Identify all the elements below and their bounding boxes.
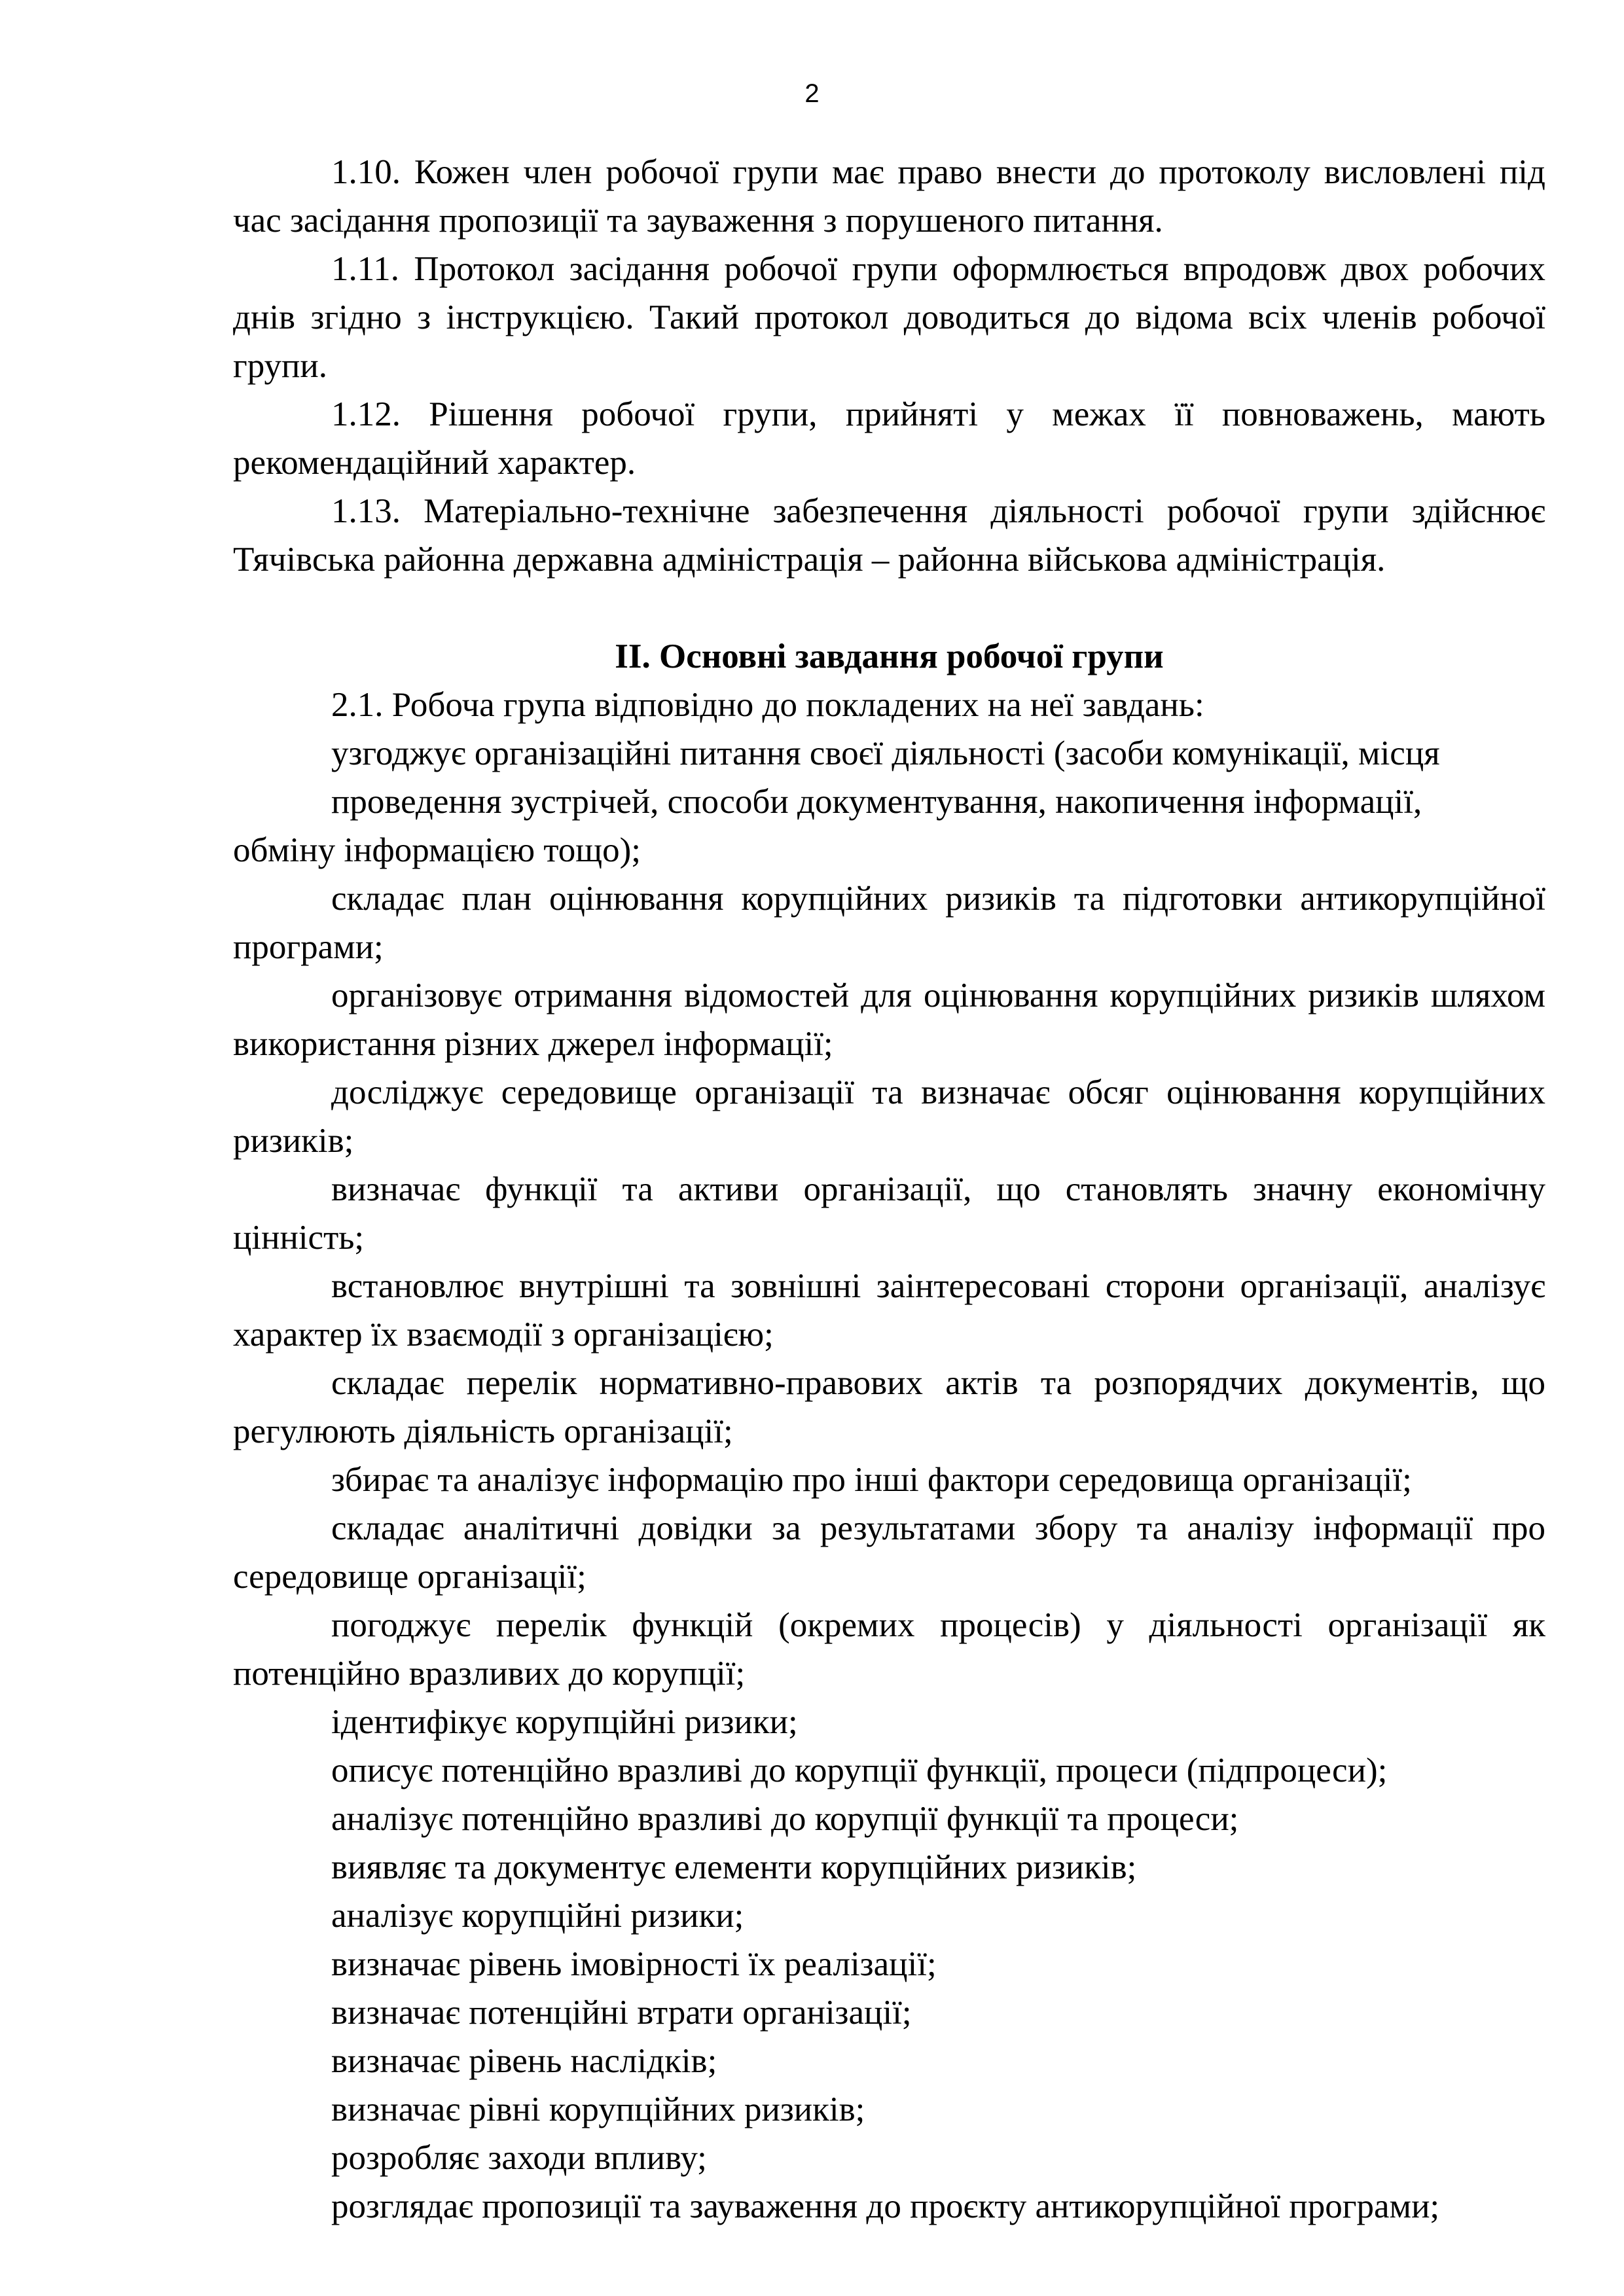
task-item-line: узгоджує організаційні питання своєї діяльності (засоби комунікації, місця (331, 734, 1440, 772)
task-item: аналізує корупційні ризики; (331, 1897, 744, 1935)
task-item: збирає та аналізує інформацію про інші фактори середовища організації; (331, 1461, 1412, 1499)
task-item: визначає функції та активи організації, що становлять значну економічну цінність; (233, 1170, 1545, 1257)
task-item: організовує отримання відомостей для оцінювання корупційних ризиків шляхом використання різних джерел інформації; (233, 977, 1545, 1063)
task-item: встановлює внутрішні та зовнішні заінтересовані сторони організації, аналізує характер їх взаємодії з організацією; (233, 1267, 1545, 1354)
task-item-line: обміну інформацією тощо); (233, 831, 641, 869)
paragraph-1-13: 1.13. Матеріально-технічне забезпечення діяльності робочої групи здійснює Тячівська районна державна адміністрація – районна військова адміністрація. (233, 492, 1545, 579)
task-item: складає аналітичні довідки за результатами збору та аналізу інформації про середовище організації; (233, 1509, 1545, 1596)
task-item: складає план оцінювання корупційних ризиків та підготовки антикорупційної програми; (233, 880, 1545, 966)
task-item: розробляє заходи впливу; (331, 2139, 707, 2177)
task-item: досліджує середовище організації та визначає обсяг оцінювання корупційних ризиків; (233, 1073, 1545, 1160)
task-item: описує потенційно вразливі до корупції функції, процеси (підпроцеси); (331, 1751, 1388, 1789)
section-heading: ІІ. Основні завдання робочої групи (615, 637, 1164, 675)
task-item: погоджує перелік функцій (окремих процесів) у діяльності організації як потенційно вразливих до корупції; (233, 1606, 1545, 1693)
task-item-organizational (233, 729, 1545, 874)
task-item: аналізує потенційно вразливі до корупції функції та процеси; (331, 1800, 1239, 1838)
task-item: ідентифікує корупційні ризики; (331, 1703, 798, 1741)
paragraph-1-12: 1.12. Рішення робочої групи, прийняті у межах її повноважень, мають рекомендаційний характер. (233, 395, 1545, 482)
task-item: визначає рівень наслідків; (331, 2042, 717, 2080)
task-item: розглядає пропозиції та зауваження до проєкту антикорупційної програми; (331, 2187, 1440, 2225)
task-item: складає перелік нормативно-правових актів та розпорядчих документів, що регулюють діяльність організації; (233, 1364, 1545, 1450)
task-item: визначає рівні корупційних ризиків; (331, 2090, 865, 2128)
paragraph-2-1-intro: 2.1. Робоча група відповідно до покладених на неї завдань: (331, 686, 1204, 724)
task-item: виявляє та документує елементи корупційних ризиків; (331, 1848, 1137, 1886)
task-list (233, 874, 1545, 2231)
page-number: 2 (804, 79, 820, 108)
document-body (233, 148, 1545, 2231)
paragraph-1-10: 1.10. Кожен член робочої групи має право внести до протоколу висловлені під час засідання пропозиції та зауваження з порушеного питання. (233, 153, 1545, 240)
task-item: визначає рівень імовірності їх реалізації; (331, 1945, 937, 1983)
paragraph-1-11: 1.11. Протокол засідання робочої групи оформлюється впродовж двох робочих днів згідно з інструкцією. Такий протокол доводиться до відома всіх членів робочої групи. (233, 250, 1545, 385)
task-item: визначає потенційні втрати організації; (331, 1994, 912, 2032)
task-item-line: проведення зустрічей, способи документування, накопичення інформації, (331, 783, 1422, 821)
